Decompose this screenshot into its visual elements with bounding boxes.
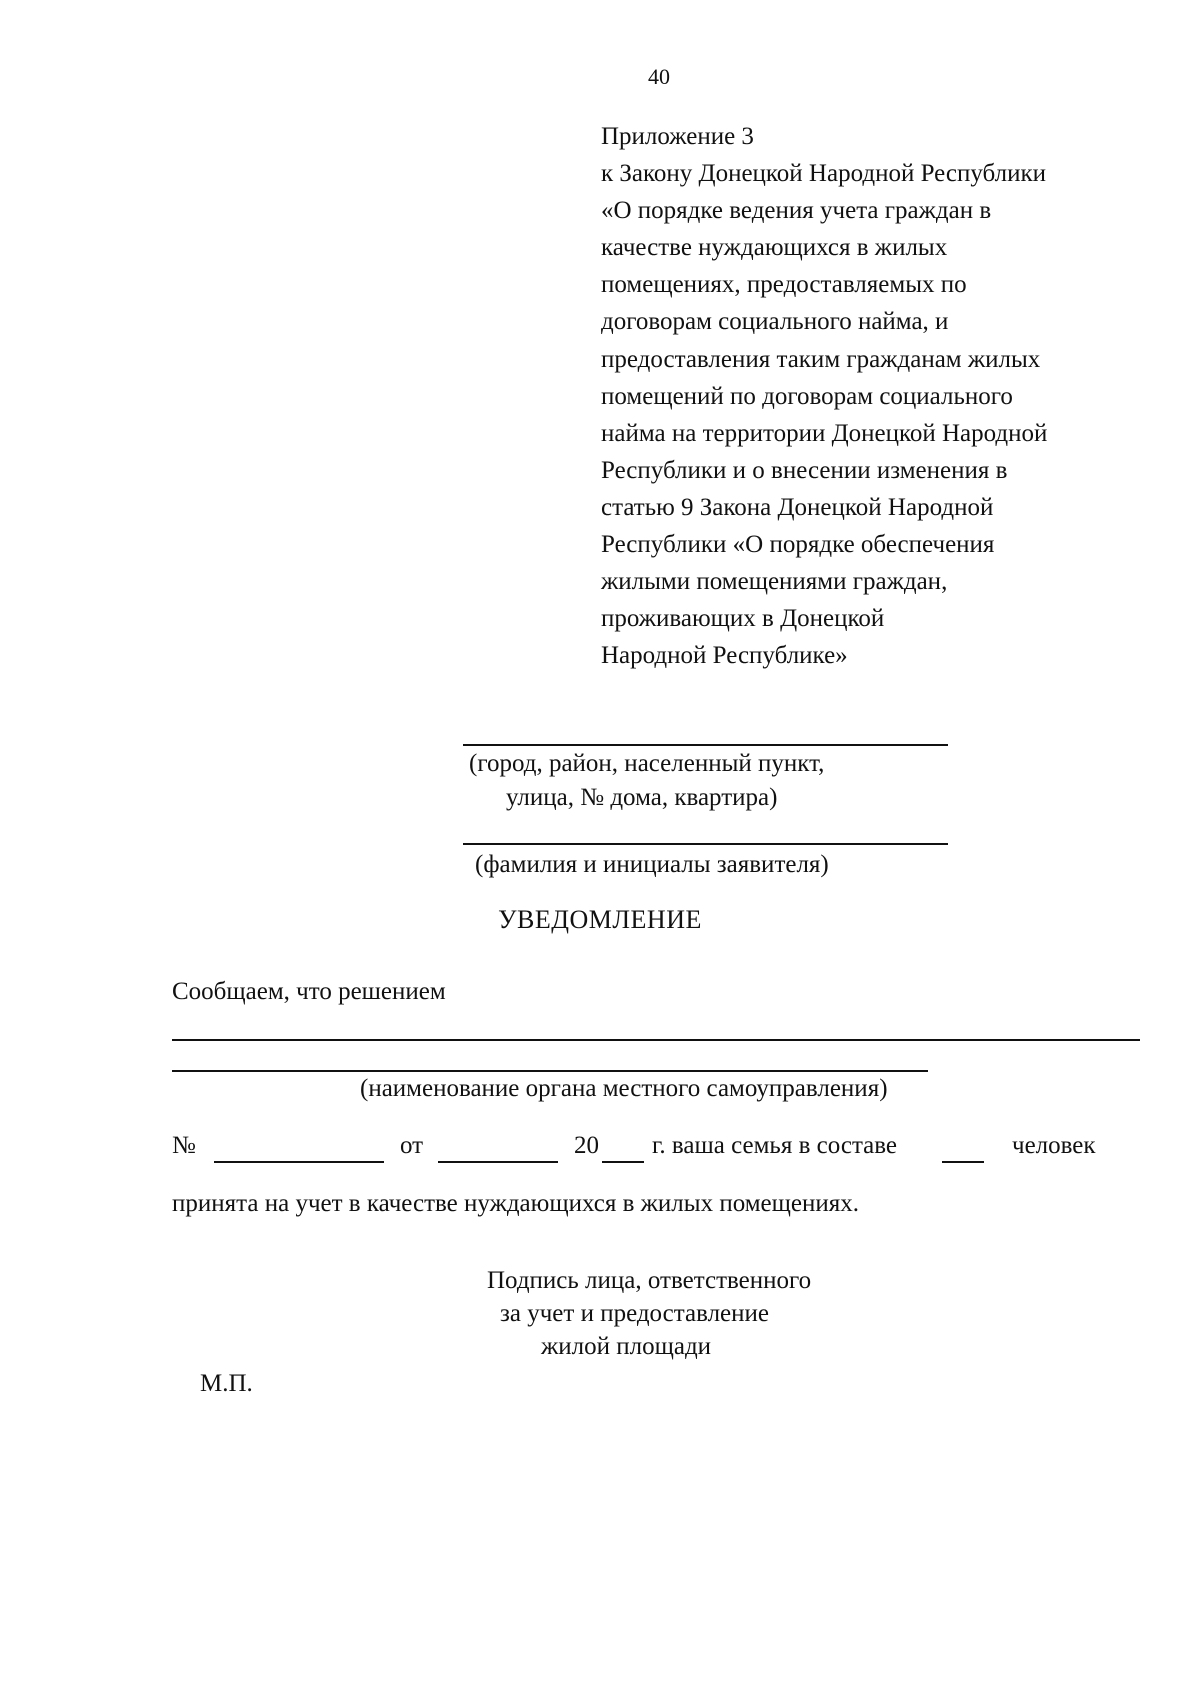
signature-block — [420, 1264, 811, 1363]
organ-blank-line-2 — [172, 1070, 928, 1072]
signature-line-2: за учет и предоставление — [500, 1300, 770, 1327]
accepted-text: принята на учет в качестве нуждающихся в жилых помещениях. — [172, 1190, 859, 1217]
family-size-blank — [942, 1161, 984, 1163]
number-sign: № — [172, 1132, 196, 1159]
intro-text: Сообщаем, что решением — [172, 978, 446, 1005]
appendix-line: проживающих в Донецкой — [601, 605, 885, 633]
decision-date-blank — [438, 1161, 558, 1163]
organ-blank-line-1 — [172, 1039, 1140, 1041]
stamp-label: М.П. — [200, 1370, 253, 1397]
appendix-line: помещений по договорам социального — [601, 382, 1013, 410]
page-number: 40 — [648, 64, 670, 89]
signature-line-3: жилой площади — [541, 1333, 712, 1360]
appendix-line: качестве нуждающихся в жилых — [601, 234, 948, 262]
appendix-line: жилыми помещениями граждан, — [601, 568, 948, 596]
appendix-line: найма на территории Донецкой Народной — [601, 419, 1048, 447]
appendix-heading — [601, 118, 1047, 674]
persons-word: человек — [1012, 1132, 1096, 1159]
appendix-line: статью 9 Закона Донецкой Народной — [601, 493, 994, 521]
appendix-line: Приложение 3 — [601, 123, 754, 150]
year-suffix-blank — [602, 1161, 644, 1163]
appendix-line: Республики и о внесении изменения в — [601, 456, 1008, 484]
address-caption-line-2: улица, № дома, квартира) — [506, 784, 778, 811]
organ-caption: (наименование органа местного самоуправления) — [360, 1075, 888, 1102]
applicant-blank-line — [463, 843, 948, 845]
signature-line-1: Подпись лица, ответственного — [487, 1267, 812, 1294]
appendix-line: к Закону Донецкой Народной Республики — [601, 160, 1047, 188]
decision-number-row — [172, 1132, 1132, 1168]
applicant-caption: (фамилия и инициалы заявителя) — [475, 851, 829, 878]
appendix-line: Народной Республике» — [601, 642, 848, 670]
appendix-line: помещениях, предоставляемых по — [601, 271, 967, 299]
appendix-line: договорам социального найма, и — [601, 308, 949, 336]
from-word: от — [400, 1132, 424, 1159]
address-caption-line-1: (город, район, населенный пункт, — [469, 750, 825, 777]
decision-number-blank — [214, 1161, 384, 1163]
appendix-line: «О порядке ведения учета граждан в — [601, 197, 992, 225]
address-blank-line — [463, 744, 948, 746]
appendix-line: Республики «О порядке обеспечения — [601, 531, 995, 559]
document-title: УВЕДОМЛЕНИЕ — [498, 905, 702, 934]
family-text: г. ваша семья в составе — [652, 1132, 898, 1159]
appendix-line: предоставления таким гражданам жилых — [601, 345, 1041, 373]
year-prefix: 20 — [574, 1132, 599, 1159]
